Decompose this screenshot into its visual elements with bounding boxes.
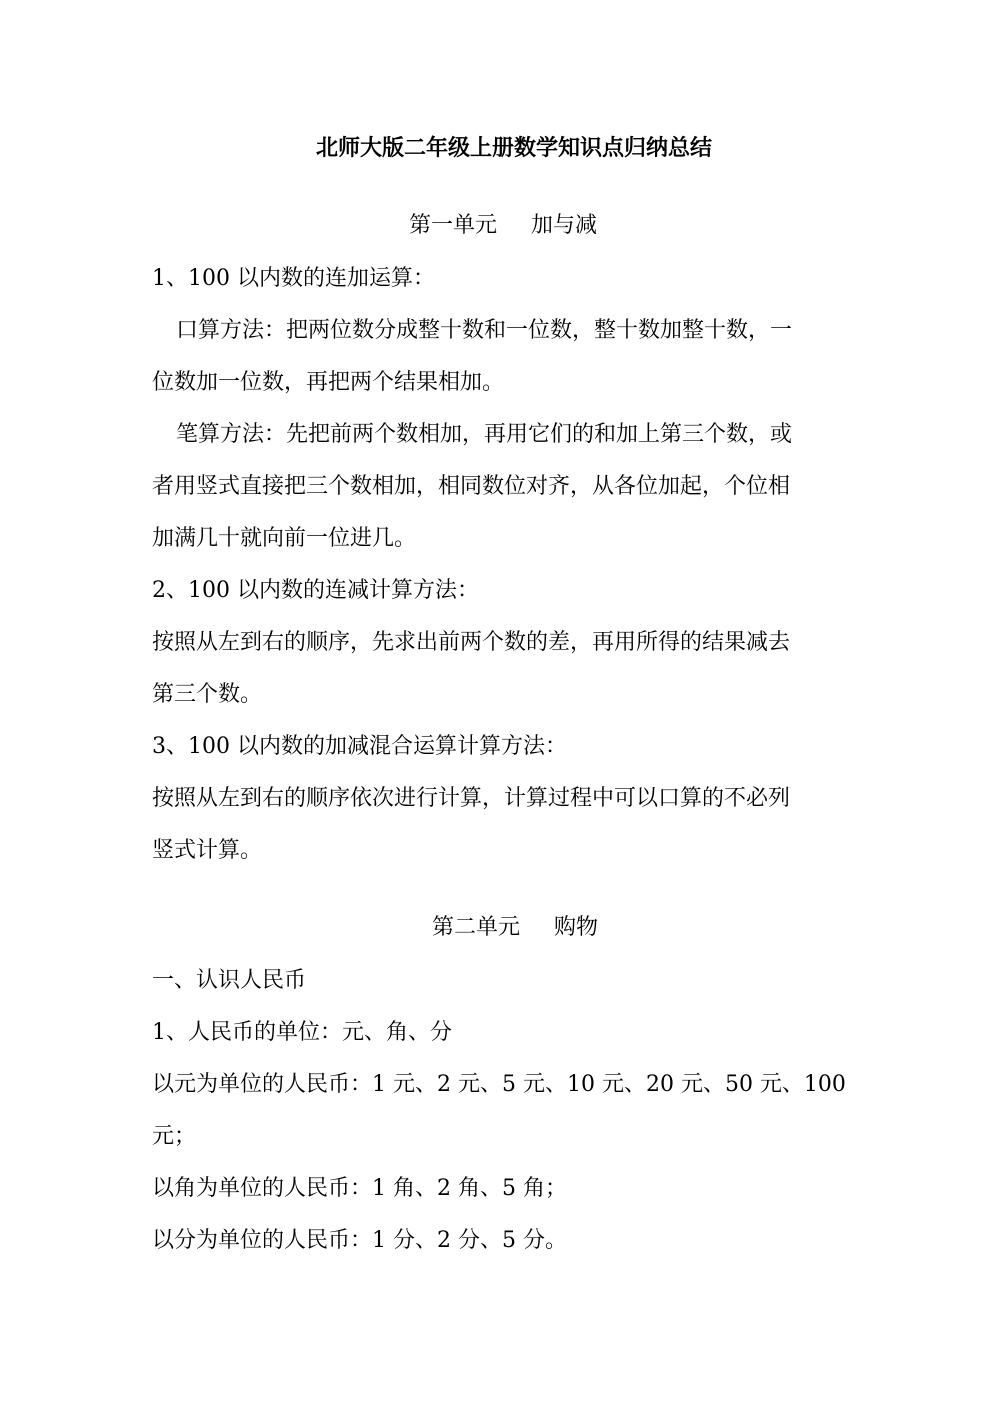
unit2-name: 购物 [554,915,599,940]
unit1-line-9: 第三个数。 [152,682,263,707]
unit2-line-3: 以元为单位的人民币：1 元、2 元、5 元、10 元、20 元、50 元、100 [152,1072,846,1097]
unit2-line-2: 1、人民币的单位：元、角、分 [152,1020,452,1045]
unit2-line-6: 以分为单位的人民币：1 分、2 分、5 分。 [152,1228,567,1253]
unit2-line-5: 以角为单位的人民币：1 角、2 角、5 角； [152,1176,567,1201]
unit1-line-6: 加满几十就向前一位进几。 [152,526,417,551]
unit2-line-4: 元； [152,1124,197,1149]
document-title: 北师大版二年级上册数学知识点归纳总结 [316,135,713,161]
unit1-line-5: 者用竖式直接把三个数相加，相同数位对齐，从各位加起，个位相 [152,474,791,499]
unit1-heading [409,211,597,241]
unit1-line-7: 2、100 以内数的连减计算方法： [152,578,479,603]
unit1-line-10: 3、100 以内数的加减混合运算计算方法： [152,734,567,759]
unit1-line-4: 笔算方法：先把前两个数相加，再用它们的和加上第三个数，或 [176,422,793,447]
unit2-label: 第二单元 [432,915,521,940]
unit1-label: 第一单元 [409,213,498,238]
unit1-line-11: 按照从左到右的顺序依次进行计算，计算过程中可以口算的不必列 [152,786,791,811]
unit2-line-1: 一、认识人民币 [152,968,307,993]
unit1-line-2: 口算方法：把两位数分成整十数和一位数，整十数加整十数，一 [176,318,793,343]
unit1-line-3: 位数加一位数，再把两个结果相加。 [152,370,505,395]
unit1-name: 加与减 [531,213,598,238]
unit1-line-1: 1、100 以内数的连加运算： [152,266,435,291]
unit2-heading [432,913,598,943]
unit1-line-12: 竖式计算。 [152,838,263,863]
unit1-line-8: 按照从左到右的顺序，先求出前两个数的差，再用所得的结果减去 [152,630,791,655]
